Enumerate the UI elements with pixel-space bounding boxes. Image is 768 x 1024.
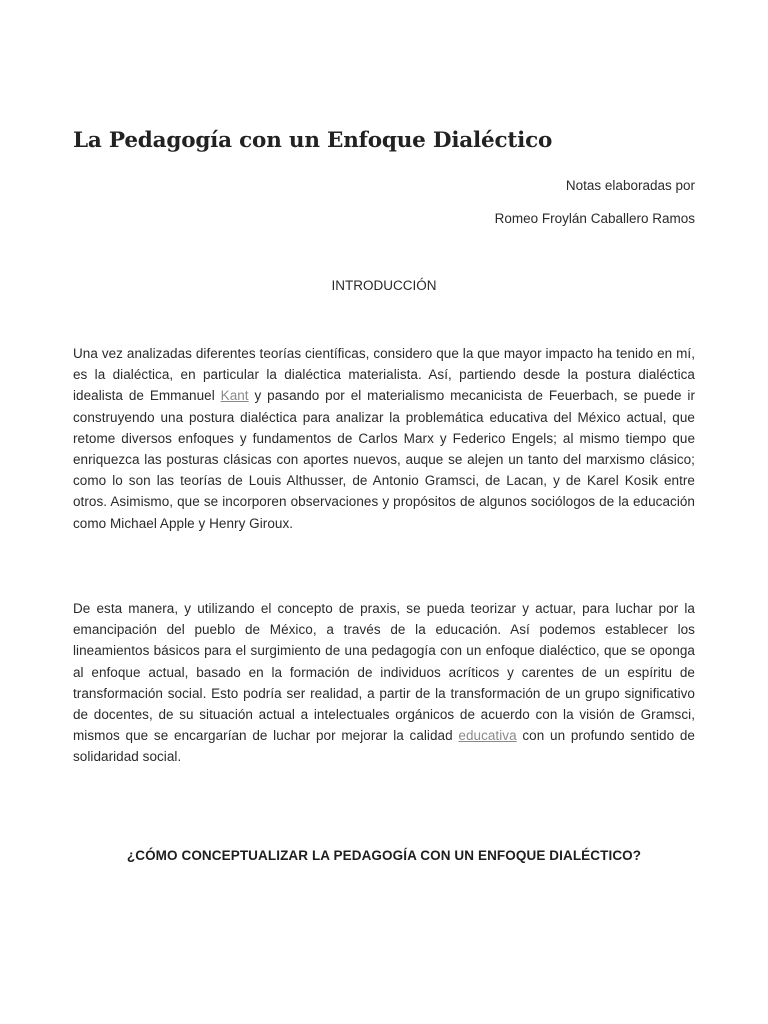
author-note-label: Notas elaboradas por [565, 178, 695, 193]
question-heading: ¿CÓMO CONCEPTUALIZAR LA PEDAGOGÍA CON UN ENFOQUE DIALÉCTICO? [126, 848, 642, 863]
document-title: La Pedagogía con un Enfoque Dialéctico [73, 128, 553, 153]
kant-link[interactable]: Kant [220, 388, 249, 404]
author-name: Romeo Froylán Caballero Ramos [494, 211, 695, 226]
paragraph-1-text-b: y pasando por el materialismo mecanicista de Feuerbach, se puede ir construyendo una postura dialéctica para analizar la problemática educativa del México actual, que retome diversos enfoques y fundamentos de Carlos Marx y Federico Engels; al mismo tiempo que enriquezca las posturas clásicas con aportes nuevos, auque se alejen un tanto del marxismo clásico; como lo son las teorías de Louis Althusser, de Antonio Gramsci, de Lacan, y de Karel Kosik entre otros. Asimismo, que se incorporen observaciones y propósitos de algunos sociólogos de la educación como Michael Apple y Henry Giroux. [73, 388, 695, 531]
paragraph-1-text-a: Una vez analizadas diferentes teorías científicas, considero que la que mayor impacto ha tenido en mí, es la dialéctica, en particular la dialéctica materialista. Así, partiendo desde la postura dialéctica idealista de Emmanuel [73, 346, 695, 404]
paragraph-2 [73, 598, 695, 768]
paragraph-2-text-a: De esta manera, y utilizando el concepto de praxis, se pueda teorizar y actuar, para luchar por la emancipación del pueblo de México, a través de la educación. Así podemos establecer los lineamientos básicos para el surgimiento de una pedagogía con un enfoque dialéctico, que se oponga al enfoque actual, basado en la formación de individuos acríticos y carentes de un espíritu de transformación social. Esto podría ser realidad, a partir de la transformación de un grupo significativo de docentes, de su situación actual a intelectuales orgánicos de acuerdo con la visión de Gramsci, mismos que se encargarían de luchar por mejorar la calidad [73, 601, 695, 744]
educativa-link[interactable]: educativa [458, 728, 517, 744]
document-page [73, 0, 695, 1024]
section-heading-introduccion: INTRODUCCIÓN [331, 278, 437, 293]
paragraph-1 [73, 343, 695, 534]
paragraph-2-text-b: con un profundo sentido de solidaridad social. [73, 728, 695, 765]
